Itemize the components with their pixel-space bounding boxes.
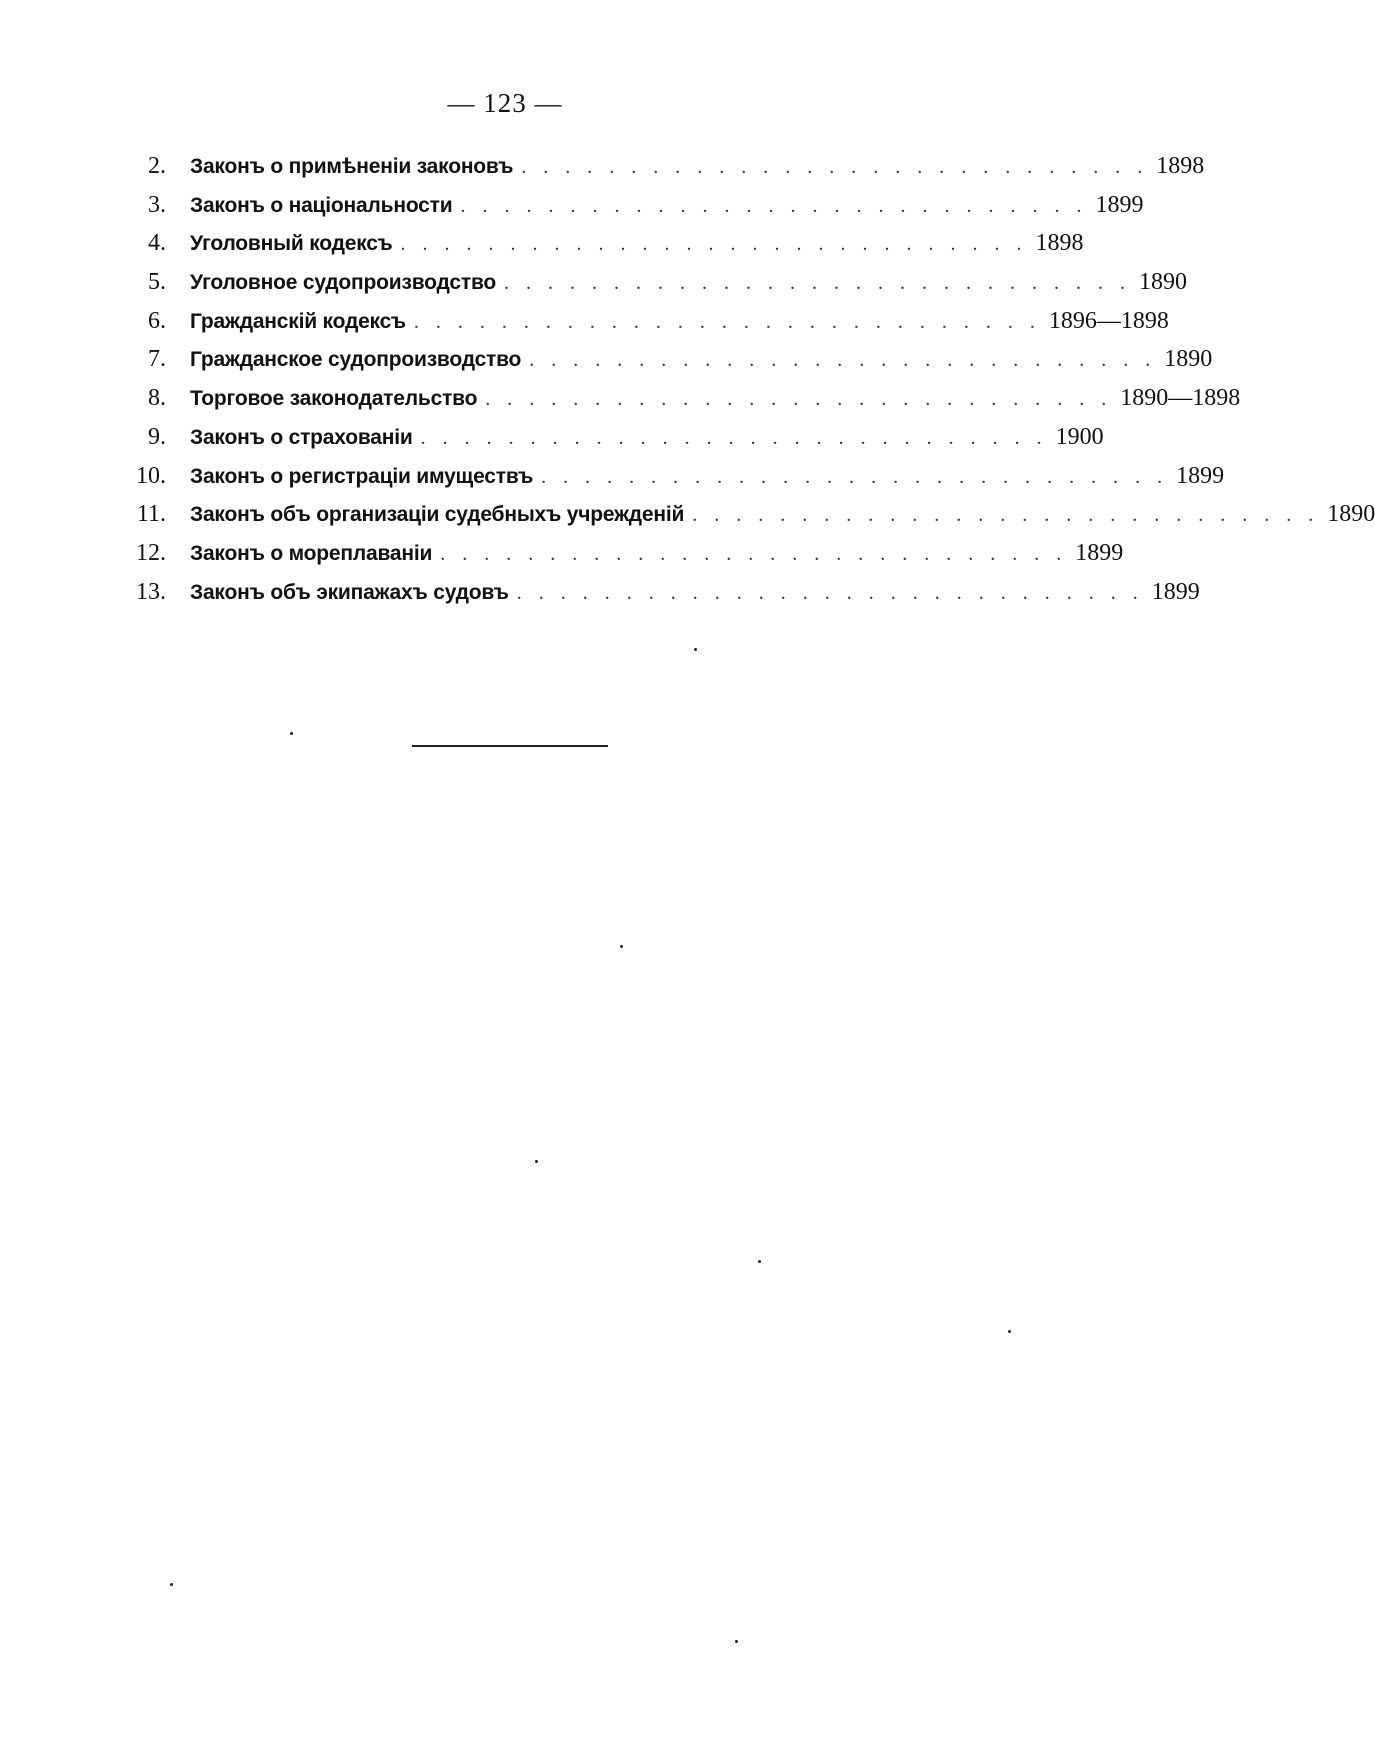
print-speck [535, 1160, 538, 1163]
table-of-contents [118, 153, 1375, 617]
page-number: — 123 — [447, 88, 563, 118]
toc-entry-title: Гражданское судопроизводство [190, 348, 522, 372]
toc-entry [118, 346, 1213, 385]
dot-leader: . . . . . . . . . . . . . . . . . . . . . . . . . . . . . [692, 504, 1320, 527]
print-speck [735, 1640, 738, 1643]
toc-entry-title: Законъ о примѣненіи законовъ [190, 155, 514, 178]
toc-entry-number: 2. [148, 153, 166, 179]
toc-entry [118, 462, 1225, 502]
toc-entry-title: Уголовное судопроизводство [190, 271, 497, 295]
toc-entry-number: 6. [148, 307, 166, 334]
toc-entry [118, 153, 1205, 192]
toc-entry [118, 578, 1200, 618]
toc-entry-number: 7. [148, 346, 166, 373]
dot-leader: . . . . . . . . . . . . . . . . . . . . . . . . . . . . . [485, 388, 1113, 411]
toc-entry-number: 10. [136, 462, 166, 489]
toc-entry [118, 307, 1169, 347]
toc-entry-year: 1890 [1139, 269, 1188, 296]
toc-entry [118, 385, 1241, 424]
dot-leader: . . . . . . . . . . . . . . . . . . . . . . . . . . . . . [440, 542, 1068, 565]
toc-entry-number: 3. [148, 191, 166, 218]
toc-entry-title: Законъ о національности [190, 193, 453, 217]
dot-leader: . . . . . . . . . . . . . . . . . . . . . . . . . . . . . [516, 581, 1144, 604]
toc-entry-year: 1899 [1176, 462, 1225, 489]
print-speck [758, 1260, 761, 1263]
toc-entry-year: 1898 [1156, 153, 1205, 179]
toc-entry-title: Уголовный кодексъ [190, 232, 393, 256]
toc-entry-title: Торговое законодательство [190, 387, 478, 411]
toc-entry-year: 1898 [1035, 230, 1084, 257]
dot-leader: . . . . . . . . . . . . . . . . . . . . . . . . . . . . . [400, 233, 1028, 256]
toc-entry-title: Законъ объ организаціи судебныхъ учрежденій [190, 503, 685, 527]
toc-entry-title: Законъ о мореплаваніи [190, 541, 433, 565]
dot-leader: . . . . . . . . . . . . . . . . . . . . . . . . . . . . . [460, 194, 1088, 217]
toc-entry [118, 423, 1104, 463]
toc-entry [118, 230, 1084, 269]
toc-entry-number: 4. [148, 230, 166, 257]
print-speck [290, 732, 293, 735]
toc-entry-year: 1890—1898 [1120, 385, 1241, 412]
toc-entry-year: 1890 [1164, 346, 1213, 373]
dot-leader: . . . . . . . . . . . . . . . . . . . . . . . . . . . . . [521, 156, 1149, 178]
toc-entry [118, 269, 1188, 308]
toc-entry-year: 1899 [1151, 578, 1200, 605]
toc-entry [118, 191, 1144, 231]
toc-entry-year: 1899 [1075, 539, 1124, 566]
dot-leader: . . . . . . . . . . . . . . . . . . . . . . . . . . . . . [529, 349, 1157, 372]
dot-leader: . . . . . . . . . . . . . . . . . . . . . . . . . . . . . [420, 426, 1048, 449]
toc-entry-number: 12. [136, 539, 166, 566]
print-speck [1008, 1330, 1011, 1333]
toc-entry-number: 11. [136, 501, 166, 528]
toc-entry-title: Гражданскій кодексъ [190, 309, 406, 333]
toc-entry-number: 5. [148, 269, 166, 296]
toc-entry-number: 8. [148, 385, 166, 412]
print-speck [620, 945, 623, 948]
dot-leader: . . . . . . . . . . . . . . . . . . . . . . . . . . . . . [413, 310, 1041, 333]
dot-leader: . . . . . . . . . . . . . . . . . . . . . . . . . . . . . [541, 465, 1169, 488]
toc-entry [118, 539, 1124, 579]
toc-entry-year: 1896—1898 [1048, 307, 1169, 334]
dot-leader: . . . . . . . . . . . . . . . . . . . . . . . . . . . . . [504, 272, 1132, 295]
toc-entry [118, 501, 1375, 540]
toc-entry-year: 1900 [1055, 423, 1104, 450]
print-speck [170, 1583, 173, 1586]
toc-entry-year: 1890 [1327, 501, 1375, 528]
toc-entry-number: 13. [136, 578, 166, 605]
toc-entry-title: Законъ о регистраціи имуществъ [190, 464, 534, 488]
toc-entry-title: Законъ объ экипажахъ судовъ [190, 580, 509, 604]
section-divider-rule [412, 745, 608, 747]
toc-entry-number: 9. [148, 423, 166, 450]
toc-entry-title: Законъ о страхованіи [190, 425, 413, 449]
print-speck [694, 648, 697, 651]
toc-entry-year: 1899 [1095, 191, 1144, 218]
